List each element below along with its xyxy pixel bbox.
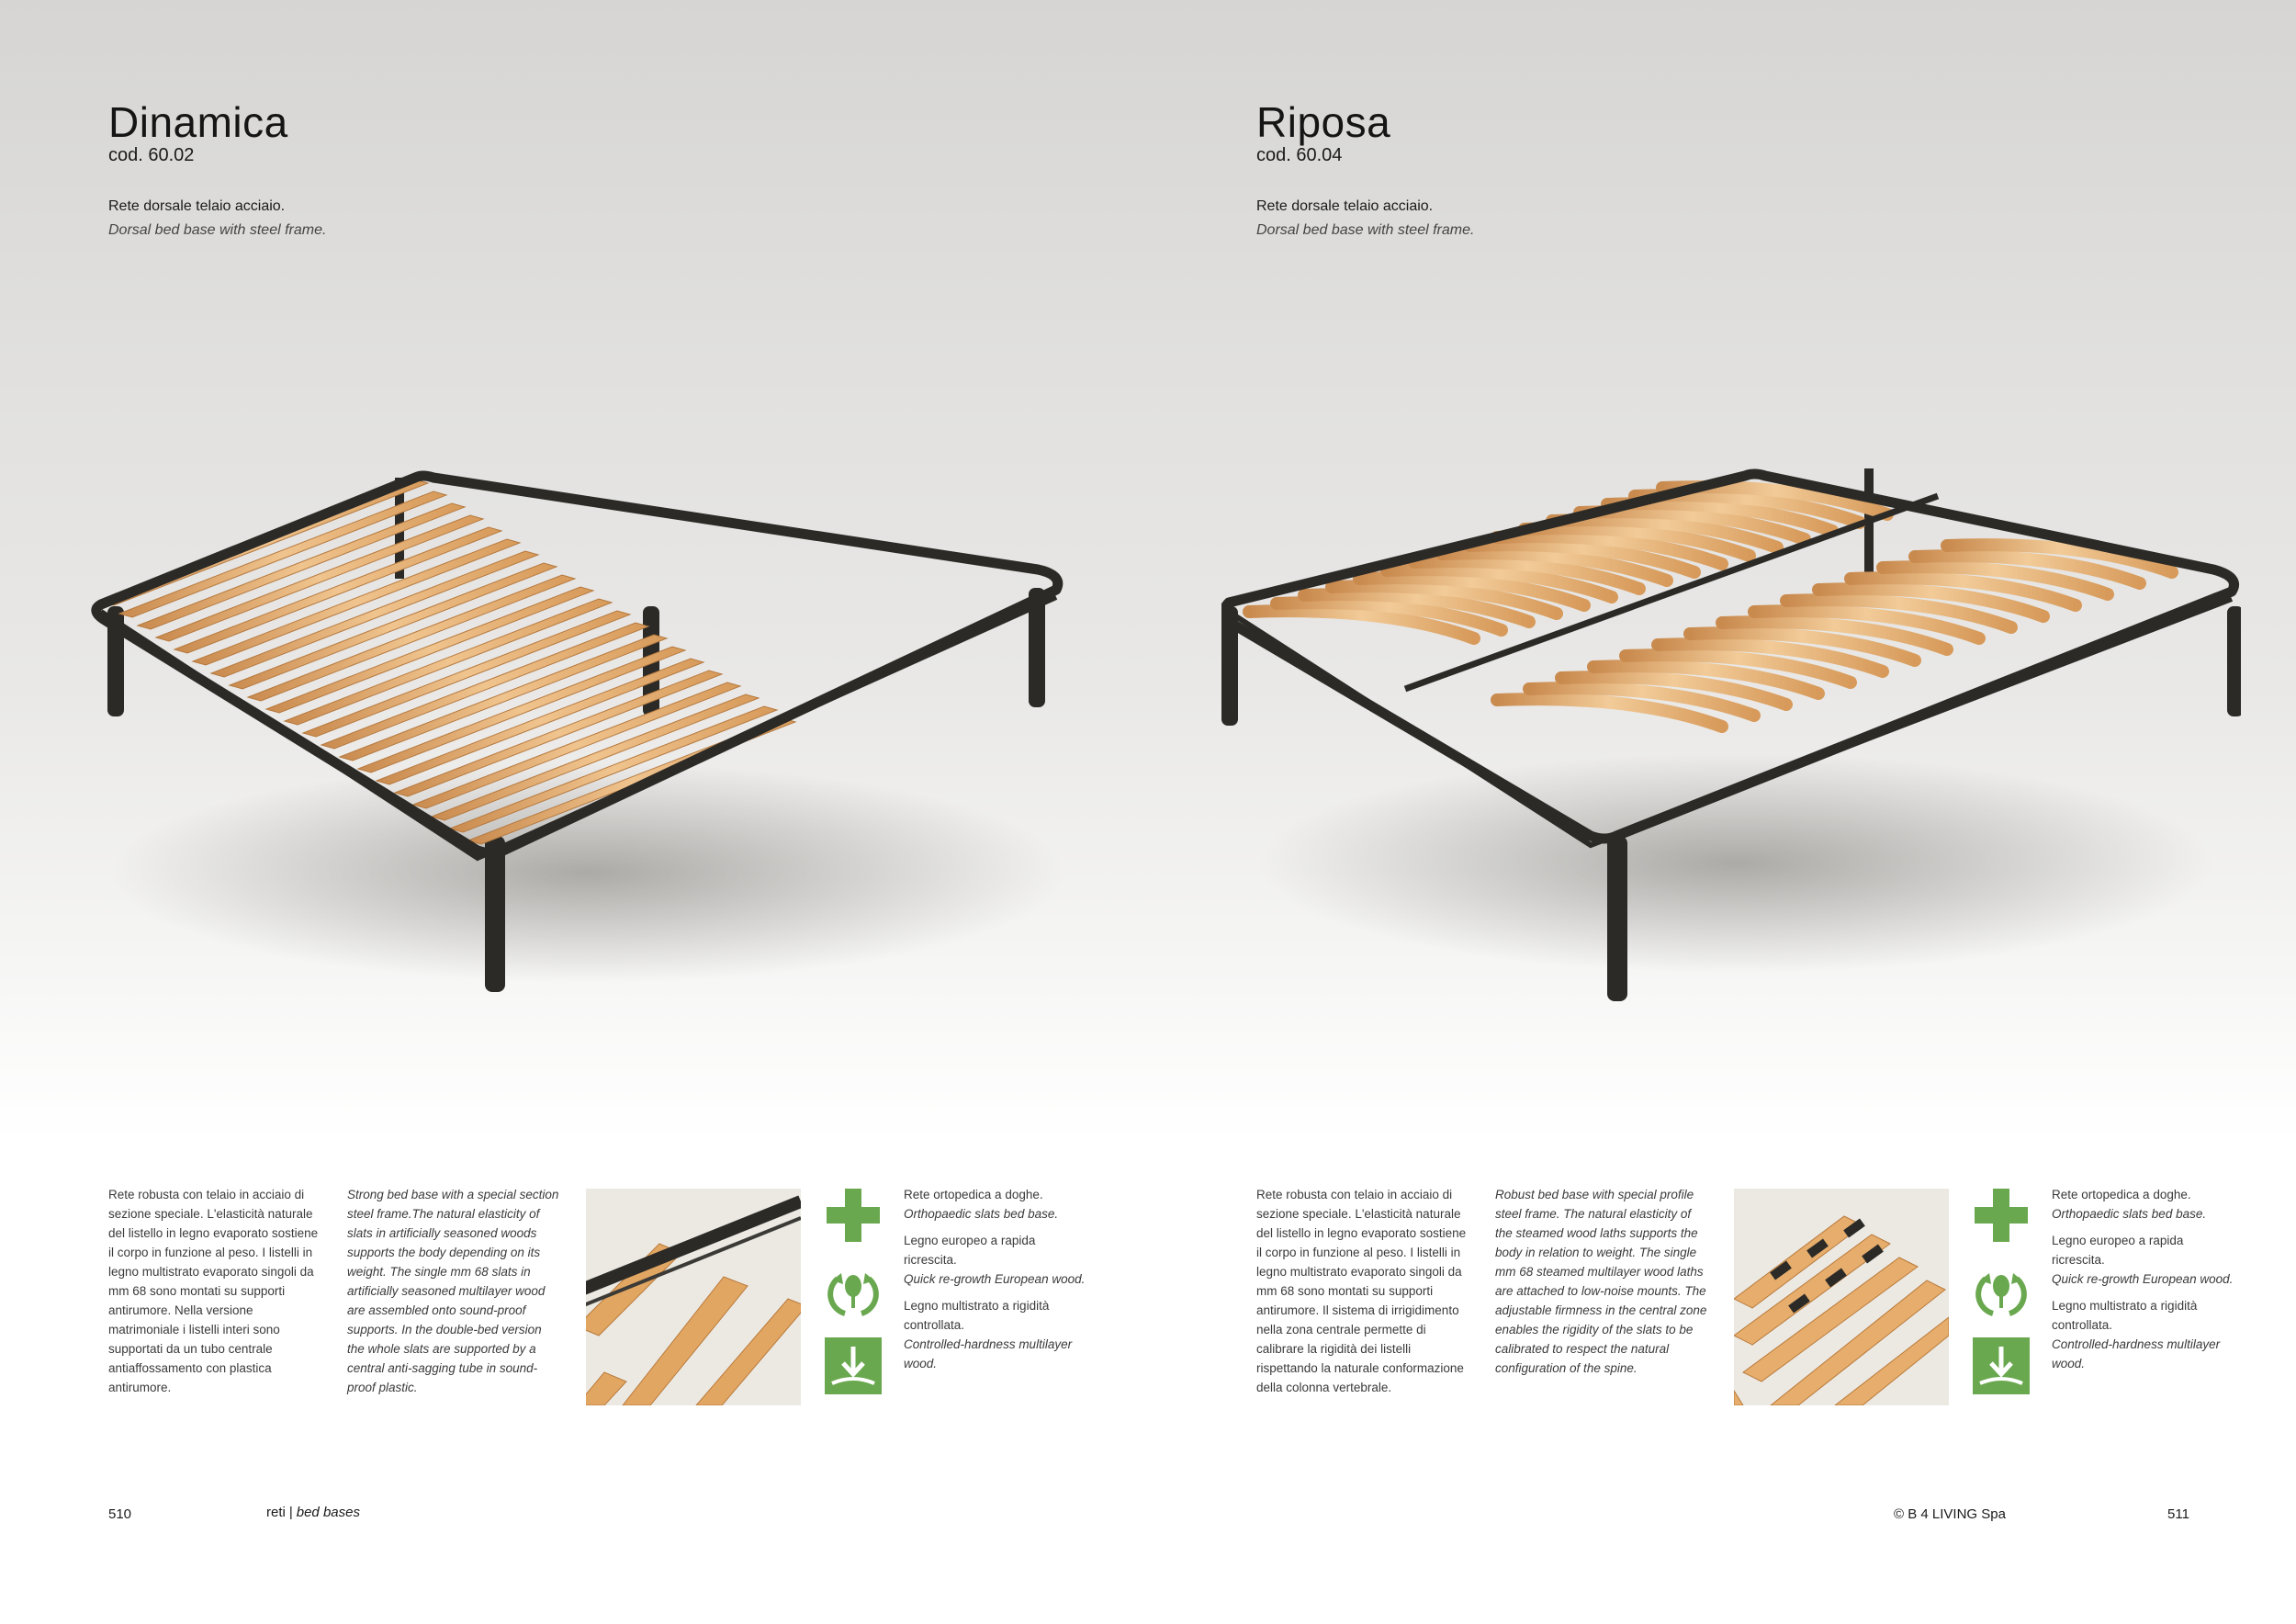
slat-detail-photo bbox=[1734, 1189, 1949, 1405]
feature-icons bbox=[825, 1187, 884, 1413]
feature-text-en: Orthopaedic slats bed base. bbox=[2052, 1207, 2207, 1221]
feature-item bbox=[2052, 1296, 2235, 1373]
feature-list bbox=[2052, 1185, 2235, 1381]
page-number: 510 bbox=[108, 1506, 132, 1522]
feature-text-it: Legno europeo a rapida ricrescita. bbox=[2052, 1234, 2184, 1267]
section-label-it: reti bbox=[266, 1505, 286, 1520]
product-description-it: Rete dorsale telaio acciaio. bbox=[1256, 198, 1434, 214]
product-title: Dinamica bbox=[108, 98, 288, 146]
feature-item bbox=[2052, 1231, 2235, 1289]
body-copy-it: Rete robusta con telaio in acciaio di sezione speciale. L'elasticità naturale del listello in legno evaporato sostiene il corpo in funzione al peso. I listelli in legno multistrato evaporato singoli da mm 68 sono montati su supporti antirumore. Nella versione matrimoniale i listelli interi sono supportati da un tubo centrale antiaffossamento con plastica antirumore. bbox=[108, 1188, 319, 1394]
feature-text-en: Controlled-hardness multilayer wood. bbox=[2052, 1337, 2221, 1370]
feature-text-en: Quick re-growth European wood. bbox=[2052, 1272, 2234, 1286]
body-copy-en: Robust bed base with special profile steel frame. The natural elasticity of the steamed wood laths supports the body in relation to weight. The single mm 68 steamed multilayer wood laths are attached to low-noise mounts. The adjustable firmness in the central zone enables the rigidity of the slats to be calibrated to respect the natural configuration of the spine. bbox=[1495, 1188, 1707, 1375]
plus-icon bbox=[1973, 1187, 2030, 1244]
product-description-it: Rete dorsale telaio acciaio. bbox=[108, 198, 286, 214]
feature-text-it: Legno multistrato a rigidità controllata. bbox=[2052, 1299, 2198, 1332]
feature-text-it: Legno europeo a rapida ricrescita. bbox=[904, 1234, 1036, 1267]
page-number: 511 bbox=[2167, 1506, 2189, 1522]
feature-item bbox=[2052, 1185, 2235, 1224]
product-title: Riposa bbox=[1256, 98, 1391, 146]
product-description-en: Dorsal bed base with steel frame. bbox=[108, 222, 327, 238]
product-code: cod. 60.02 bbox=[108, 145, 195, 165]
product-description-en: Dorsal bed base with steel frame. bbox=[1256, 222, 1475, 238]
tree-regrowth-icon bbox=[1973, 1262, 2030, 1319]
feature-item bbox=[904, 1296, 1087, 1373]
section-label bbox=[266, 1505, 360, 1520]
page-right bbox=[1148, 0, 2296, 1624]
plus-icon bbox=[825, 1187, 882, 1244]
feature-icons bbox=[1973, 1187, 2032, 1413]
bed-base-image-dinamica bbox=[73, 432, 1093, 1038]
product-code: cod. 60.04 bbox=[1256, 145, 1343, 165]
feature-text-it: Rete ortopedica a doghe. bbox=[2052, 1188, 2191, 1201]
feature-item bbox=[904, 1185, 1087, 1224]
feature-text-en: Orthopaedic slats bed base. bbox=[904, 1207, 1059, 1221]
feature-text-en: Quick re-growth European wood. bbox=[904, 1272, 1086, 1286]
feature-item bbox=[904, 1231, 1087, 1289]
feature-text-it: Legno multistrato a rigidità controllata. bbox=[904, 1299, 1050, 1332]
copyright-notice: © B 4 LIVING Spa bbox=[1894, 1506, 2006, 1522]
body-copy-en: Strong bed base with a special section steel frame.The natural elasticity of slats in artificially seasoned woods supports the body depending on its weight. The single mm 68 slats in artificially seasoned multilayer wood are assembled onto sound-proof supports. In the double-bed version the whole slats are supported by a central anti-sagging tube in sound-proof plastic. bbox=[347, 1188, 559, 1394]
feature-text-en: Controlled-hardness multilayer wood. bbox=[904, 1337, 1073, 1370]
section-separator: | bbox=[288, 1505, 293, 1520]
slat-detail-photo bbox=[586, 1189, 801, 1405]
feature-list bbox=[904, 1185, 1087, 1381]
body-copy-it: Rete robusta con telaio in acciaio di sezione speciale. L'elasticità naturale del listello in legno evaporato sostiene il corpo in funzione al peso. I listelli in legno multistrato evaporato singoli da mm 68 sono montati su supporti antirumore. Il sistema di irrigidimento nella zona centrale permette di calibrare la rigidità dei listelli rispettando la naturale conformazione della colonna vertebrale. bbox=[1256, 1188, 1467, 1394]
tree-regrowth-icon bbox=[825, 1262, 882, 1319]
controlled-hardness-icon bbox=[825, 1337, 882, 1394]
bed-base-image-riposa bbox=[1221, 432, 2241, 1038]
controlled-hardness-icon bbox=[1973, 1337, 2030, 1394]
section-label-en: bed bases bbox=[296, 1505, 360, 1520]
feature-text-it: Rete ortopedica a doghe. bbox=[904, 1188, 1043, 1201]
